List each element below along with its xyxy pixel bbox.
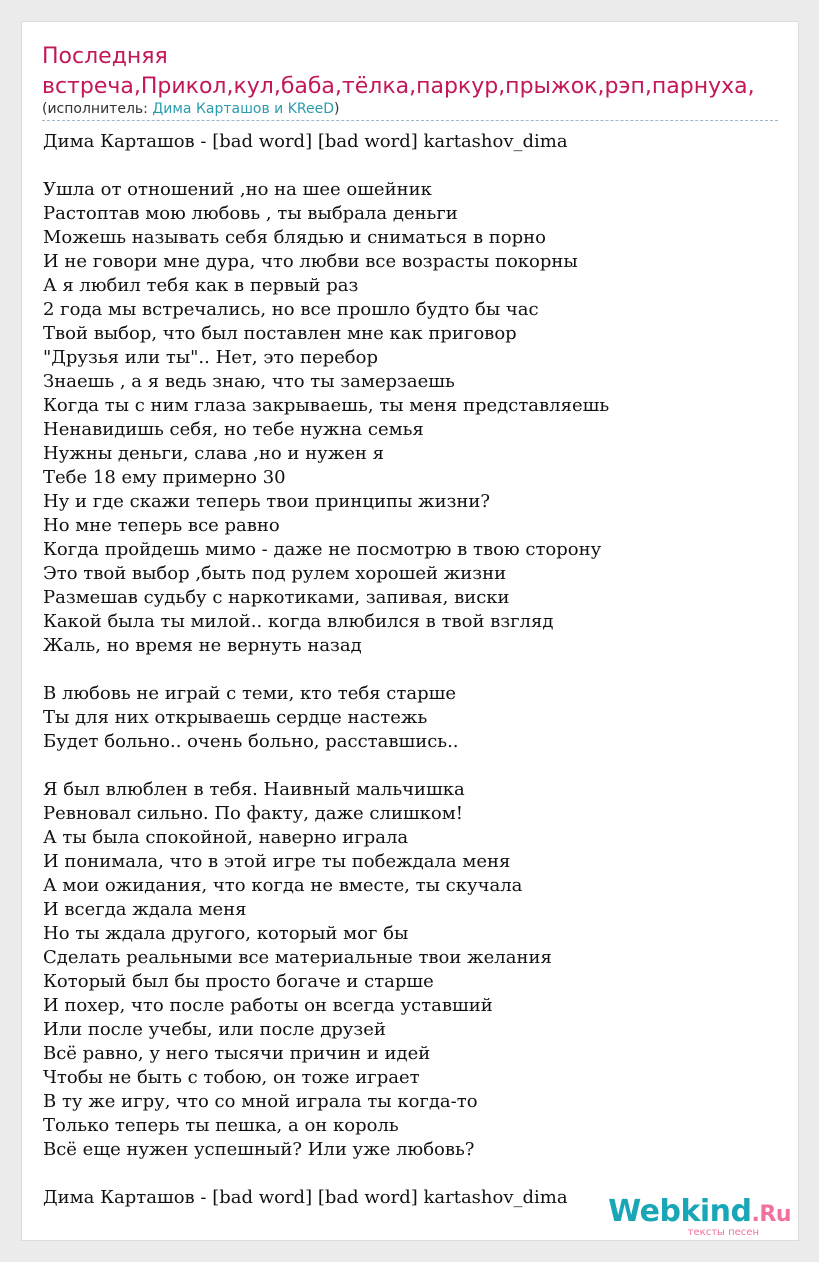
artist-link[interactable]: Дима Карташов и KReeD	[152, 101, 334, 117]
site-logo	[601, 1194, 791, 1240]
performer-prefix: (исполнитель:	[42, 101, 153, 117]
logo-name: Webkind	[608, 1194, 752, 1229]
dashed-divider	[42, 120, 778, 121]
logo-tld: .Ru	[751, 1202, 791, 1227]
performer-line	[42, 100, 339, 118]
performer-suffix: )	[334, 101, 340, 117]
lyrics-card	[21, 21, 799, 1241]
lyrics-text: Дима Карташов - [bad word] [bad word] kartashov_dima Ушла от отношений ,но на шее ошейник Растоптав мою любовь , ты выбрала деньги Можешь называть себя блядью и сниматься в порно И не говори мне дура, что любви все возрасты покорны А я любил тебя как в первый раз 2 года мы встречались, но все прошло будто бы час Твой выбор, что был поставлен мне как приговор "Друзья или ты".. Нет, это перебор Знаешь , а я ведь знаю, что ты замерзаешь Когда ты с ним глаза закрываешь, ты меня представляешь Ненавидишь себя, но тебе нужна семья Нужны деньги, слава ,но и нужен я Тебе 18 ему примерно 30 Ну и где скажи теперь твои принципы жизни? Но мне теперь все равно Когда пройдешь мимо - даже не посмотрю в твою сторону Это твой выбор ,быть под рулем хорошей жизни Размешав судьбу с наркотиками, запивая, виски Какой была ты милой.. когда влюбился в твой взгляд Жаль, но время не вернуть назад В любовь не играй с теми, кто тебя старше Ты для них открываешь сердце настежь Будет больно.. очень больно, расставшись.. Я был влюблен в тебя. Наивный мальчишка Ревновал сильно. По факту, даже слишком! А ты была спокойной, наверно играла И понимала, что в этой игре ты побеждала меня А мои ожидания, что когда не вместе, ты скучала И всегда ждала меня Но ты ждала другого, который мог бы Сделать реальными все материальные твои желания Который был бы просто богаче и старше И похер, что после работы он всегда уставший Или после учебы, или после друзей Всё равно, у него тысячи причин и идей Чтобы не быть с тобою, он тоже играет В ту же игру, что со мной играла ты когда-то Только теперь ты пешка, а он король Всё еще нужен успешный? Или уже любовь? Дима Карташов - [bad word] [bad word] kartashov_dima	[43, 131, 610, 1208]
logo-tagline: тексты песен	[687, 1227, 759, 1238]
song-title: Последняя встреча,Прикол,кул,баба,тёлка,паркур,прыжок,рэп,парнуха,	[42, 44, 755, 99]
